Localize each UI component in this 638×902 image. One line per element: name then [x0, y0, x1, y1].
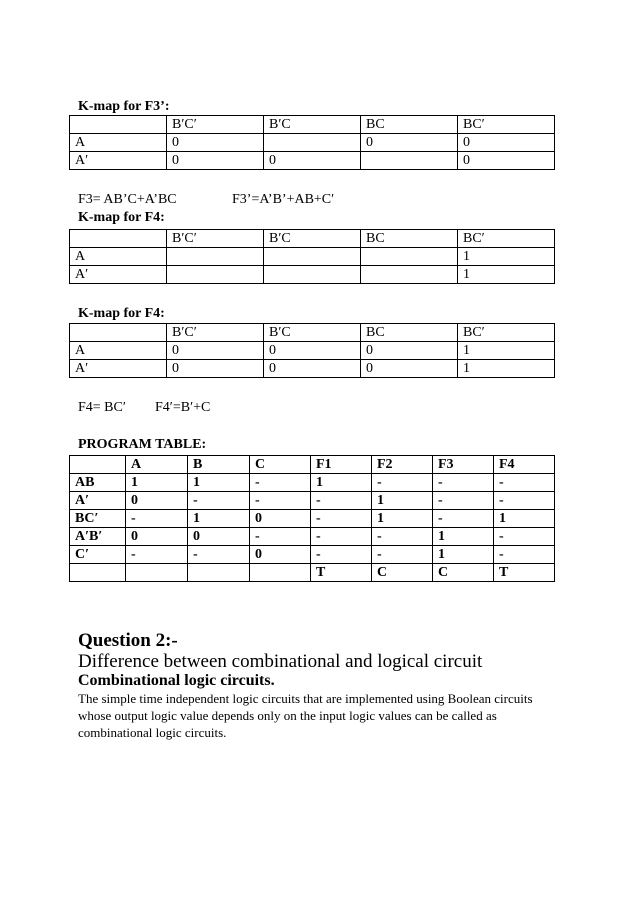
table-cell: 1: [458, 360, 555, 378]
kmap-f4-table-blank: [69, 229, 555, 284]
table-cell: BC: [361, 324, 458, 342]
table-cell: [361, 266, 458, 284]
table-cell: BC′: [458, 230, 555, 248]
table-cell: -: [250, 492, 311, 510]
table-cell: -: [311, 528, 372, 546]
table-row: [70, 360, 555, 378]
table-cell: [361, 152, 458, 170]
program-table-title: PROGRAM TABLE:: [78, 437, 207, 452]
table-cell: A′: [70, 360, 167, 378]
table-row: [70, 474, 555, 492]
kmap-f4-table-filled: [69, 323, 555, 378]
table-cell: [70, 230, 167, 248]
table-cell: [264, 134, 361, 152]
table-cell: -: [188, 546, 250, 564]
table-cell: -: [494, 474, 555, 492]
table-cell: C: [433, 564, 494, 582]
table-cell: [188, 564, 250, 582]
table-cell: 0: [167, 360, 264, 378]
table-row: [70, 564, 555, 582]
section-paragraph: The simple time independent logic circuits that are implemented using Boolean circuits whose output logic value depends only on the input logic values can be called as combinational logic circuits.: [78, 691, 533, 740]
f3-complement-equation: F3’=A’B’+AB+C′: [232, 192, 335, 207]
table-cell: 0: [250, 546, 311, 564]
table-cell: 0: [167, 134, 264, 152]
table-row: [70, 342, 555, 360]
table-cell: -: [250, 474, 311, 492]
table-cell: 0: [167, 152, 264, 170]
table-cell: 0: [167, 342, 264, 360]
table-cell: C: [372, 564, 433, 582]
table-cell: BC′: [458, 324, 555, 342]
table-cell: 0: [458, 134, 555, 152]
table-cell: [264, 248, 361, 266]
table-cell: 0: [126, 492, 188, 510]
table-header-row: [70, 230, 555, 248]
table-row: [70, 266, 555, 284]
table-cell: [264, 266, 361, 284]
table-cell: -: [372, 546, 433, 564]
kmap-f3-title: K-map for F3’:: [78, 99, 170, 114]
table-cell: F2: [372, 456, 433, 474]
kmap-f3-table: [69, 115, 555, 170]
table-header-row: [70, 116, 555, 134]
table-cell: AB: [70, 474, 126, 492]
table-cell: -: [494, 492, 555, 510]
table-cell: [70, 456, 126, 474]
table-cell: -: [311, 546, 372, 564]
table-cell: C: [250, 456, 311, 474]
table-cell: [126, 564, 188, 582]
table-cell: -: [433, 510, 494, 528]
table-cell: A′: [70, 266, 167, 284]
table-header-row: [70, 456, 555, 474]
table-row: [70, 528, 555, 546]
table-row: [70, 248, 555, 266]
table-cell: BC: [361, 230, 458, 248]
table-cell: 0: [361, 360, 458, 378]
table-cell: 1: [188, 474, 250, 492]
table-cell: F4: [494, 456, 555, 474]
table-cell: 0: [250, 510, 311, 528]
table-cell: 1: [494, 510, 555, 528]
table-cell: [70, 116, 167, 134]
table-cell: B′C′: [167, 230, 264, 248]
table-cell: -: [433, 474, 494, 492]
kmap-f4-title: K-map for F4:: [78, 210, 165, 225]
table-cell: C′: [70, 546, 126, 564]
kmap-f4-title-2: K-map for F4:: [78, 306, 165, 321]
table-cell: [167, 248, 264, 266]
table-cell: 1: [458, 342, 555, 360]
table-cell: 0: [264, 342, 361, 360]
table-cell: -: [188, 492, 250, 510]
table-cell: BC′: [458, 116, 555, 134]
table-cell: 1: [433, 528, 494, 546]
table-cell: [70, 324, 167, 342]
table-cell: B′C′: [167, 116, 264, 134]
table-cell: 1: [433, 546, 494, 564]
table-cell: -: [250, 528, 311, 546]
table-cell: 1: [372, 510, 433, 528]
table-cell: 1: [372, 492, 433, 510]
table-cell: A: [70, 248, 167, 266]
table-cell: T: [311, 564, 372, 582]
table-cell: 1: [311, 474, 372, 492]
question-heading: Question 2:-: [78, 630, 178, 651]
f4-complement-equation: F4′=B′+C: [155, 400, 211, 415]
table-cell: -: [126, 510, 188, 528]
table-row: [70, 510, 555, 528]
table-cell: 0: [264, 360, 361, 378]
question-subtitle: Difference between combinational and logical circuit: [78, 651, 483, 672]
table-row: [70, 152, 555, 170]
table-cell: -: [494, 546, 555, 564]
table-cell: B′C′: [167, 324, 264, 342]
table-cell: 0: [126, 528, 188, 546]
table-cell: -: [311, 510, 372, 528]
table-cell: -: [126, 546, 188, 564]
section-heading: Combinational logic circuits.: [78, 672, 275, 689]
table-cell: 1: [458, 248, 555, 266]
table-row: [70, 492, 555, 510]
table-cell: 0: [458, 152, 555, 170]
table-cell: 1: [458, 266, 555, 284]
table-cell: 0: [361, 342, 458, 360]
f4-equation: F4= BC′: [78, 400, 126, 415]
table-header-row: [70, 324, 555, 342]
table-cell: A: [70, 342, 167, 360]
table-cell: B′C: [264, 230, 361, 248]
table-cell: [70, 564, 126, 582]
table-cell: 0: [188, 528, 250, 546]
table-cell: [361, 248, 458, 266]
table-cell: -: [494, 528, 555, 546]
table-cell: A: [70, 134, 167, 152]
table-cell: BC′: [70, 510, 126, 528]
f3-equation: F3= AB’C+A’BC: [78, 192, 177, 207]
table-cell: 0: [264, 152, 361, 170]
table-cell: 1: [188, 510, 250, 528]
table-row: [70, 134, 555, 152]
table-cell: -: [433, 492, 494, 510]
table-cell: F1: [311, 456, 372, 474]
table-cell: F3: [433, 456, 494, 474]
table-cell: B: [188, 456, 250, 474]
table-cell: A: [126, 456, 188, 474]
table-cell: -: [372, 528, 433, 546]
table-cell: [167, 266, 264, 284]
table-cell: B′C: [264, 116, 361, 134]
table-cell: A′: [70, 152, 167, 170]
table-cell: B′C: [264, 324, 361, 342]
table-cell: BC: [361, 116, 458, 134]
table-cell: A′B′: [70, 528, 126, 546]
table-cell: T: [494, 564, 555, 582]
program-table: [69, 455, 555, 582]
table-cell: [250, 564, 311, 582]
table-cell: A′: [70, 492, 126, 510]
table-row: [70, 546, 555, 564]
table-cell: -: [372, 474, 433, 492]
table-cell: 0: [361, 134, 458, 152]
table-cell: -: [311, 492, 372, 510]
table-cell: 1: [126, 474, 188, 492]
